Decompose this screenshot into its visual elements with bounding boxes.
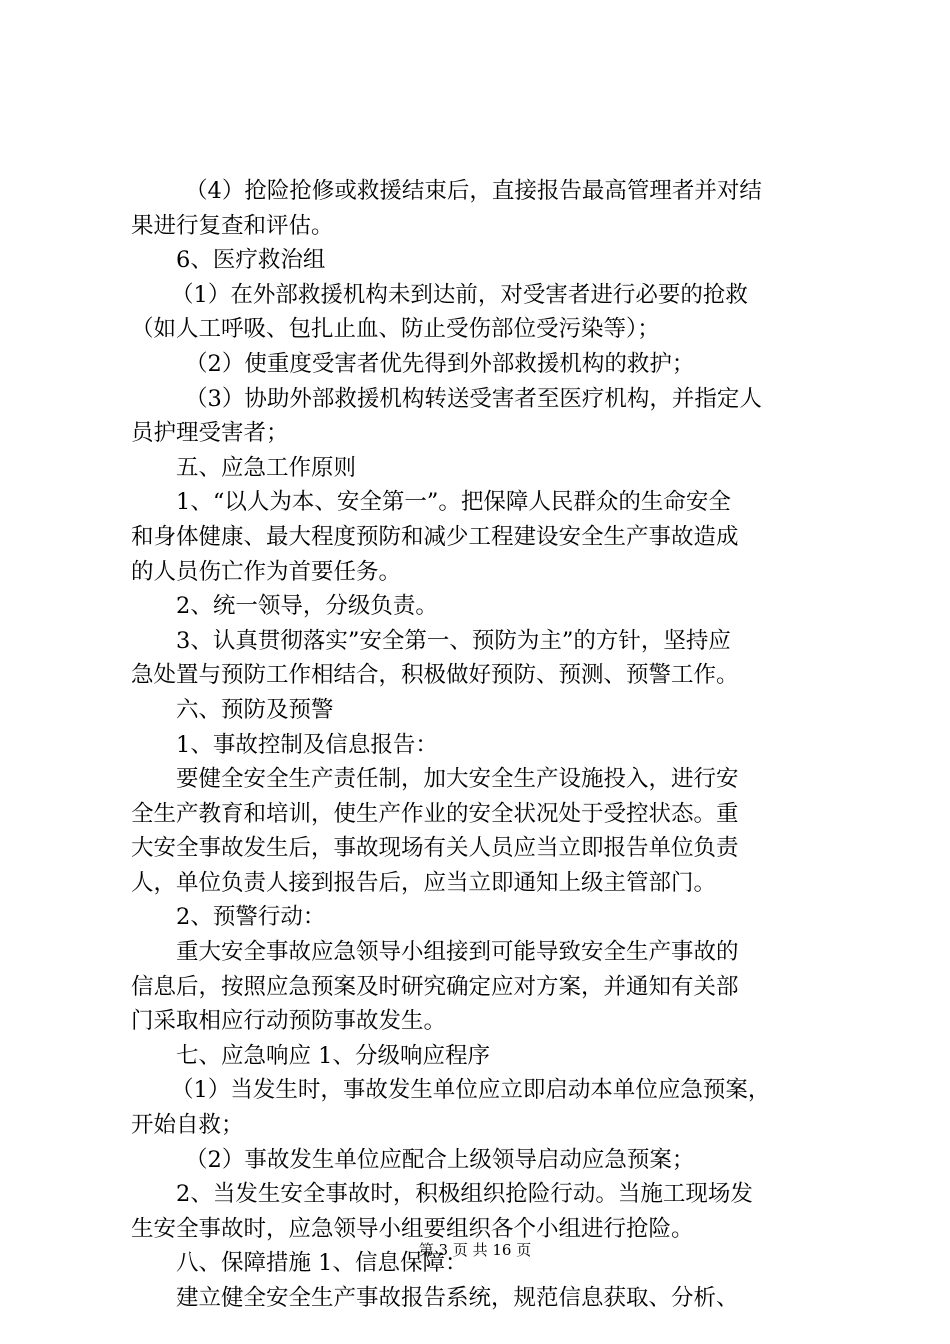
text-line: 员护理受害者；	[131, 420, 289, 447]
text-line: （2）使重度受害者优先得到外部救援机构的救护；	[185, 350, 695, 377]
text-line: 1、事故控制及信息报告：	[176, 731, 438, 758]
document-body	[131, 174, 831, 1316]
text-line: 生安全事故时，应急领导小组要组织各个小组进行抢险。	[131, 1215, 694, 1242]
text-line: 2、统一领导，分级负责。	[176, 593, 438, 620]
text-line: 建立健全安全生产事故报告系统，规范信息获取、分析、	[176, 1285, 739, 1311]
text-line: （3）协助外部救援机构转送受害者至医疗机构，并指定人	[185, 385, 762, 412]
text-line: 全生产教育和培训，使生产作业的安全状况处于受控状态。重	[131, 800, 739, 827]
text-line: （如人工呼吸、包扎止血、防止受伤部位受污染等）；	[131, 316, 660, 343]
text-line: （1）在外部救援机构未到达前，对受害者进行必要的抢救	[171, 281, 748, 308]
text-line: 和身体健康、最大程度预防和减少工程建设安全生产事故造成	[131, 523, 739, 550]
text-line: 急处置与预防工作相结合，积极做好预防、预测、预警工作。	[131, 662, 739, 689]
text-line: 开始自救；	[131, 1112, 244, 1139]
text-line: 重大安全事故应急领导小组接到可能导致安全生产事故的	[176, 939, 739, 966]
text-line: （2）事故发生单位应配合上级领导启动应急预案；	[185, 1146, 695, 1173]
text-line: 果进行复查和评估。	[131, 212, 334, 239]
section-heading: 八、保障措施 1、信息保障：	[176, 1250, 468, 1277]
text-line: 门采取相应行动预防事故发生。	[131, 1008, 447, 1035]
text-line: 2、预警行动：	[176, 904, 326, 931]
text-line: 1、“以人为本、安全第一”。把保障人民群众的生命安全	[176, 489, 731, 516]
section-heading: 6、医疗救治组	[176, 247, 326, 274]
section-heading: 六、预防及预警	[176, 696, 334, 723]
text-line: 信息后，按照应急预案及时研究确定应对方案，并通知有关部	[131, 973, 739, 1000]
text-line: 大安全事故发生后，事故现场有关人员应当立即报告单位负责	[131, 835, 739, 862]
text-line: 的人员伤亡作为首要任务。	[131, 558, 402, 585]
page-number-footer: 第 3 页 共 16 页	[418, 1241, 532, 1259]
text-line: 2、当发生安全事故时，积极组织抢险行动。当施工现场发	[176, 1181, 753, 1208]
section-heading: 五、应急工作原则	[176, 454, 357, 481]
text-line: （1）当发生时，事故发生单位应立即启动本单位应急预案，	[171, 1077, 771, 1104]
text-line: 人，单位负责人接到报告后，应当立即通知上级主管部门。	[131, 869, 717, 896]
section-heading: 七、应急响应 1、分级响应程序	[176, 1042, 490, 1069]
text-line: 要健全安全生产责任制，加大安全生产设施投入，进行安	[176, 766, 739, 793]
text-line: （4）抢险抢修或救援结束后，直接报告最高管理者并对结	[185, 178, 762, 204]
text-line: 3、认真贯彻落实”安全第一、预防为主”的方针，坚持应	[176, 627, 731, 654]
